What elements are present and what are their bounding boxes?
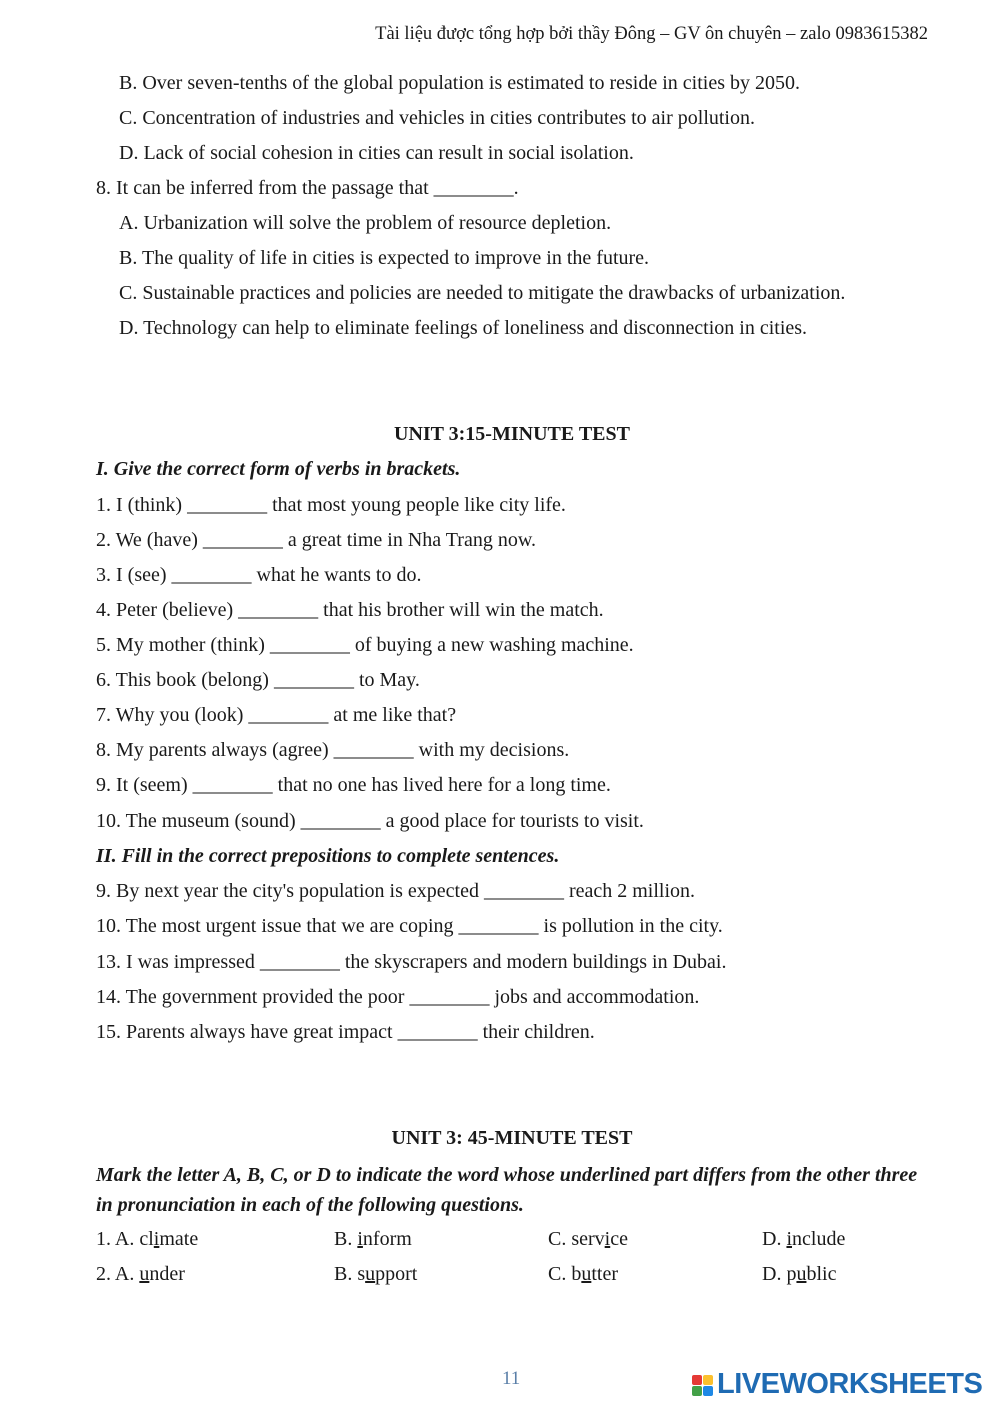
verb-item: 1. I (think) ________ that most young people like city life. [96, 494, 566, 516]
verb-item: 10. The museum (sound) ________ a good place for tourists to visit. [96, 810, 644, 832]
q7-option-d: D. Lack of social cohesion in cities can result in social isolation. [119, 142, 634, 164]
logo-block [703, 1375, 713, 1385]
logo-block [703, 1386, 713, 1396]
test15-title: UNIT 3:15-MINUTE TEST [394, 423, 630, 445]
verb-item: 3. I (see) ________ what he wants to do. [96, 564, 422, 586]
preposition-item: 15. Parents always have great impact ________ their children. [96, 1021, 595, 1043]
part1-title: I. Give the correct form of verbs in brackets. [96, 458, 461, 480]
q8-option-c: C. Sustainable practices and policies are needed to mitigate the drawbacks of urbanization. [119, 282, 846, 304]
logo-block [692, 1375, 702, 1385]
logo-text: LIVEWORKSHEETS [717, 1368, 983, 1400]
preposition-item: 9. By next year the city's population is expected ________ reach 2 million. [96, 880, 696, 902]
logo-block [692, 1386, 702, 1396]
q2-option-a: 2. A. under [96, 1263, 185, 1285]
verb-item: 2. We (have) ________ a great time in Nha Trang now. [96, 529, 536, 551]
test45-instruction: Mark the letter A, B, C, or D to indicate the word whose underlined part differs from the other three in pronunciation in each of the following questions. [96, 1164, 918, 1216]
verb-item: 7. Why you (look) ________ at me like that? [96, 704, 457, 726]
q2-option-c: C. butter [548, 1263, 618, 1285]
verb-item: 9. It (seem) ________ that no one has lived here for a long time. [96, 774, 611, 796]
liveworksheets-logo [692, 1368, 982, 1401]
verb-item: 6. This book (belong) ________ to May. [96, 669, 420, 691]
verb-item: 5. My mother (think) ________ of buying a new washing machine. [96, 634, 634, 656]
test45-title: UNIT 3: 45-MINUTE TEST [391, 1127, 633, 1149]
q8-option-a: A. Urbanization will solve the problem of resource depletion. [119, 212, 612, 234]
part2-title: II. Fill in the correct prepositions to complete sentences. [96, 845, 560, 867]
liveworksheets-logo-icon [692, 1371, 714, 1399]
q7-option-b: B. Over seven-tenths of the global population is estimated to reside in cities by 2050. [119, 72, 800, 94]
page-number: 11 [502, 1368, 521, 1389]
verb-item: 8. My parents always (agree) ________ with my decisions. [96, 739, 570, 761]
q7-option-c: C. Concentration of industries and vehicles in cities contributes to air pollution. [119, 107, 755, 129]
q8-option-d: D. Technology can help to eliminate feelings of loneliness and disconnection in cities. [119, 317, 808, 339]
preposition-item: 14. The government provided the poor ________ jobs and accommodation. [96, 986, 700, 1008]
q2-option-b: B. support [334, 1263, 418, 1285]
q8-stem: 8. It can be inferred from the passage that ________. [96, 177, 519, 199]
preposition-item: 10. The most urgent issue that we are coping ________ is pollution in the city. [96, 915, 723, 937]
q2-option-d: D. public [762, 1263, 837, 1285]
q1-option-b: B. inform [334, 1228, 412, 1250]
page-header: Tài liệu được tổng hợp bởi thầy Đông – GV ôn chuyên – zalo 0983615382 [375, 24, 928, 44]
q8-option-b: B. The quality of life in cities is expected to improve in the future. [119, 247, 650, 269]
verb-item: 4. Peter (believe) ________ that his brother will win the match. [96, 599, 604, 621]
q1-option-d: D. include [762, 1228, 846, 1250]
q1-option-c: C. service [548, 1228, 628, 1250]
preposition-item: 13. I was impressed ________ the skyscrapers and modern buildings in Dubai. [96, 951, 727, 973]
q1-option-a: 1. A. climate [96, 1228, 199, 1250]
